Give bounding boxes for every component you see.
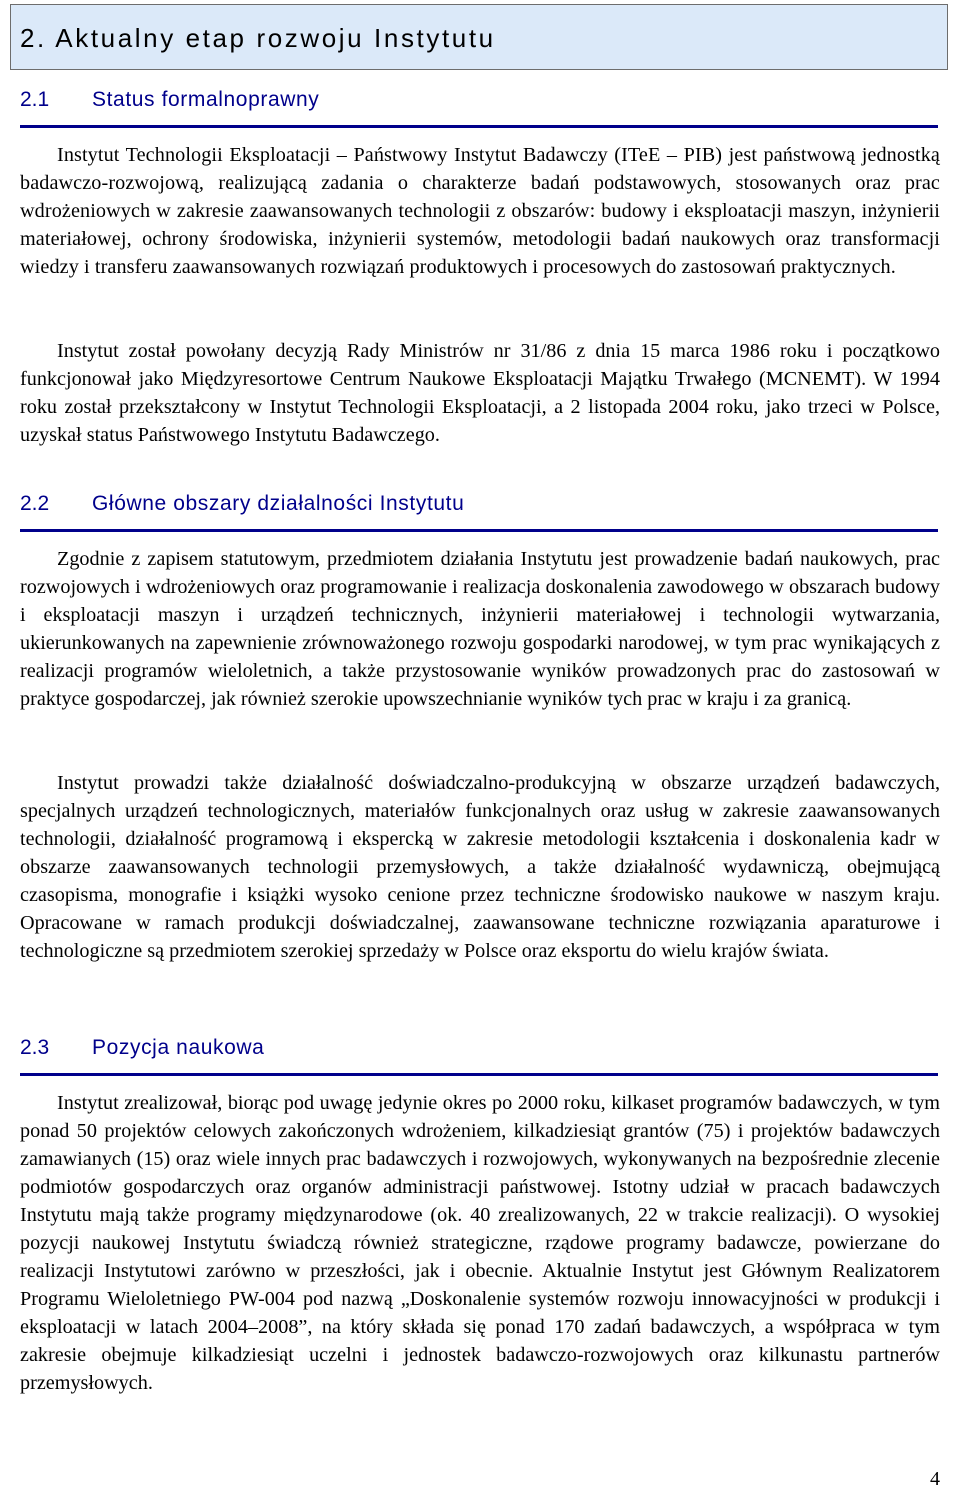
paragraph: Instytut prowadzi także działalność doświadczalno-produkcyjną w obszarze urządzeń badawczych, specjalnych urządzeń technologicznych, materiałów funkcjonalnych oraz usług w zakresie zaawansowanych technologii, działalność programową i ekspercką w zakresie metodologii kształcenia i doskonalenia kadr w obszarze zaawansowanych technologii przemysłowych, a także działalność wydawniczą, obejmującą czasopisma, monografie i książki wysoko cenione przez techniczne środowisko naukowe w naszym kraju. Opracowane w ramach produkcji doświadczalnej, zaawansowane techniczne rozwiązania aparaturowe i technologiczne są przedmiotem szerokiej sprzedaży w Polsce oraz eksportu do wielu krajów świata. xyxy=(20,772,940,962)
paragraph: Instytut Technologii Eksploatacji – Państwowy Instytut Badawczy (ITeE – PIB) jest państwową jednostką badawczo-rozwojową, realizującą zadania o charakterze badań podstawowych, stosowanych oraz prac wdrożeniowych w zakresie zaawansowanych technologii z obszarów: budowy i eksploatacji maszyn, inżynierii materiałowej, ochrony środowiska, inżynierii systemów, metodologii badań naukowych oraz transformacji wiedzy i transferu zaawansowanych rozwiązań produktowych i procesowych do zastosowań praktycznych. xyxy=(20,144,940,278)
chapter-header-box xyxy=(10,4,948,70)
section-title: Główne obszary działalności Instytutu xyxy=(92,492,465,515)
section-number: 2.3 xyxy=(20,1036,50,1059)
section-heading-2-2 xyxy=(20,492,464,516)
section-heading-2-3 xyxy=(20,1036,264,1060)
page-number: 4 xyxy=(930,1468,940,1490)
section-title: Pozycja naukowa xyxy=(92,1036,265,1059)
paragraph: Instytut zrealizował, biorąc pod uwagę jedynie okres po 2000 roku, kilkaset programów badawczych, w tym ponad 50 projektów celowych zakończonych wdrożeniem, kilkadziesiąt grantów (75) i projektów badawczych zamawianych (15) oraz wiele innych prac badawczych i rozwojowych, wykonywanych na bezpośrednie zlecenie podmiotów gospodarczych oraz organów administracji państwowej. Istotny udział w pracach badawczych Instytutu mają także programy międzynarodowe (ok. 40 zrealizowanych, 22 w trakcie realizacji). O wysokiej pozycji naukowej Instytutu świadczą również strategiczne, rządowe programy badawcze, powierzane do realizacji Instytutowi zarówno w przeszłości, jak i obecnie. Aktualnie Instytut jest Głównym Realizatorem Programu Wieloletniego PW-004 pod nazwą „Doskonalenie systemów rozwoju innowacyjności w produkcji i eksploatacji w latach 2004–2008”, na który składa się ponad 170 zadań badawczych, a współpraca w tym zakresie obejmuje kilkadziesiąt uczelni i jednostek badawczo-rozwojowych oraz kilkunastu partnerów przemysłowych. xyxy=(20,1092,940,1394)
section-title: Status formalnoprawny xyxy=(92,88,320,111)
section-rule xyxy=(20,125,938,128)
chapter-title: 2. Aktualny etap rozwoju Instytutu xyxy=(20,23,496,53)
section-rule xyxy=(20,529,938,532)
section-number: 2.1 xyxy=(20,88,50,111)
section-heading-2-1 xyxy=(20,88,319,112)
section-rule xyxy=(20,1073,938,1076)
paragraph: Zgodnie z zapisem statutowym, przedmiotem działania Instytutu jest prowadzenie badań naukowych, prac rozwojowych i wdrożeniowych oraz programowanie i realizacja doskonalenia zawodowego w obszarach budowy i eksploatacji maszyn i urządzeń technicznych, inżynierii materiałowej i technologii wytwarzania, ukierunkowanych na zapewnienie zrównoważonego rozwoju gospodarki narodowej, w tym prac wynikających z realizacji programów wieloletnich, a także przystosowanie wyników prowadzonych prac do zastosowań w praktyce gospodarczej, jak również szerokie upowszechnianie wyników tych prac w kraju i za granicą. xyxy=(20,548,940,710)
paragraph: Instytut został powołany decyzją Rady Ministrów nr 31/86 z dnia 15 marca 1986 roku i początkowo funkcjonował jako Międzyresortowe Centrum Naukowe Eksploatacji Majątku Trwałego (MCNEMT). W 1994 roku został przekształcony w Instytut Technologii Eksploatacji, a 2 listopada 2004 roku, jako trzeci w Polsce, uzyskał status Państwowego Instytutu Badawczego. xyxy=(20,340,940,446)
section-number: 2.2 xyxy=(20,492,50,515)
